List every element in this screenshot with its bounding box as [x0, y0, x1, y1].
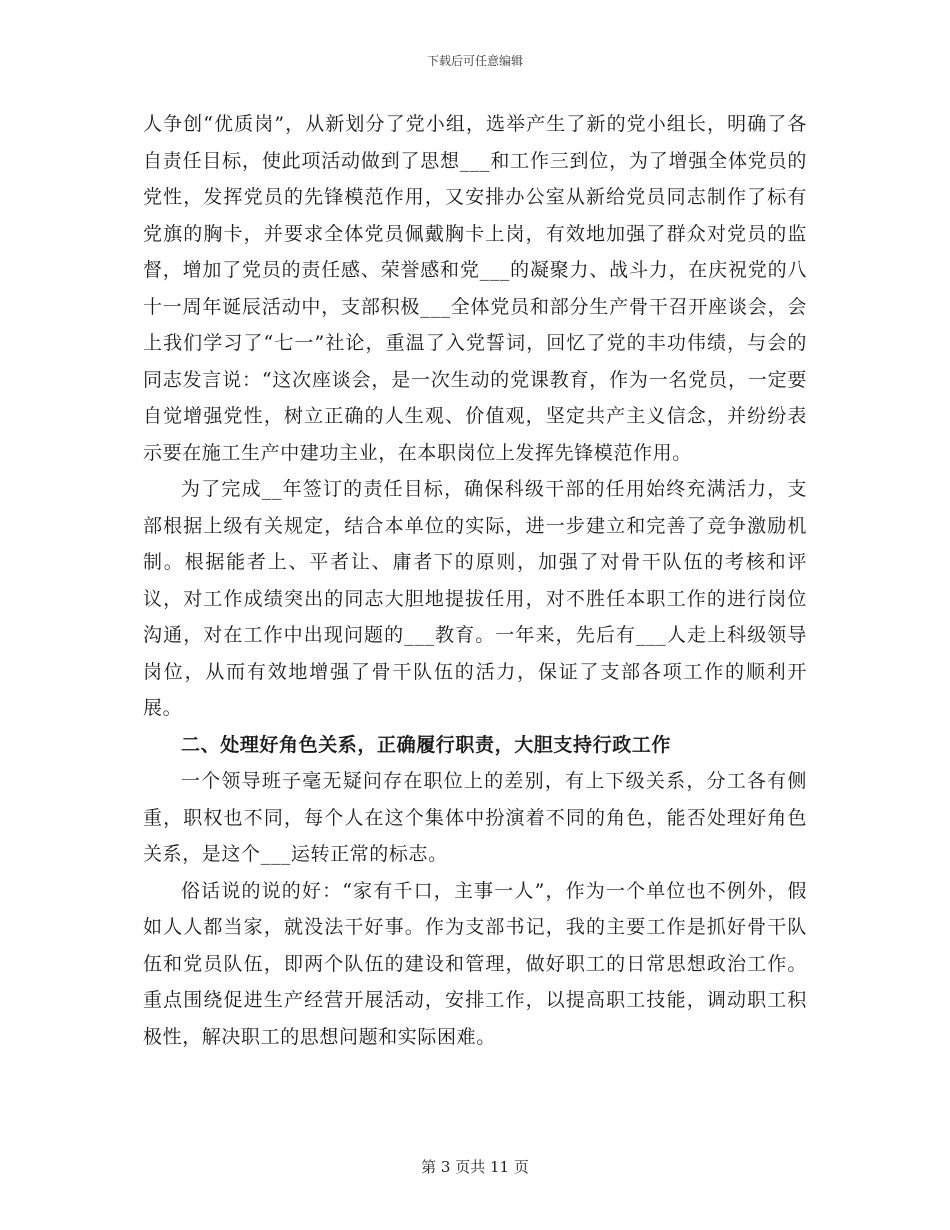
paragraph-secretary-duties: 俗话说的说的好：“家有千口，主事一人”，作为一个单位也不例外，假如人人都当家，就没法干好事。作为支部书记，我的主要工作是抓好骨干队伍和党员队伍，即两个队伍的建设和管理，做好职工的日常思想政治工作。重点围绕促进生产经营开展活动，安排工作，以提高职工技能，调动职工积极性，解决职工的思想问题和实际困难。	[143, 879, 807, 1048]
document-body	[143, 106, 807, 1055]
section-heading: 二、处理好角色关系，正确履行职责，大胆支持行政工作	[181, 733, 672, 756]
paragraph-role-relations: 一个领导班子毫无疑问存在职位上的差别，有上下级关系，分工各有侧重，职权也不同，每个人在这个集体中扮演着不同的角色，能否处理好角色关系，是这个___运转正常的标志。	[143, 770, 807, 865]
page-number-footer: 第 3 页共 11 页	[421, 1158, 529, 1176]
paragraph-continuation: 人争创“优质岗”，从新划分了党小组，选举产生了新的党小组长，明确了各自责任目标，使此项活动做到了思想___和工作三到位，为了增强全体党员的党性，发挥党员的先锋模范作用，又安排办公室从新给党员同志制作了标有党旗的胸卡，并要求全体党员佩戴胸卡上岗，有效地加强了群众对党员的监督，增加了党员的责任感、荣誉感和党___的凝聚力、战斗力，在庆祝党的八十一周年诞辰活动中，支部积极___全体党员和部分生产骨干召开座谈会，会上我们学习了“七一”社论，重温了入党誓词，回忆了党的丰功伟绩，与会的同志发言说：“这次座谈会，是一次生动的党课教育，作为一名党员，一定要自觉增强党性，树立正确的人生观、价值观，坚定共产主义信念，并纷纷表示要在施工生产中建功主业，在本职岗位上发挥先锋模范作用。	[143, 113, 807, 464]
page-header-note: 下载后可任意编辑	[426, 54, 523, 68]
paragraph-responsibility-targets: 为了完成__年签订的责任目标，确保科级干部的任用始终充满活力，支部根据上级有关规定，结合本单位的实际，进一步建立和完善了竞争激励机制。根据能者上、平者让、庸者下的原则，加强了对骨干队伍的考核和评议，对工作成绩突出的同志大胆地提拔任用，对不胜任本职工作的进行岗位沟通，对在工作中出现问题的___教育。一年来，先后有___人走上科级领导岗位，从而有效地增强了骨干队伍的活力，保证了支部各项工作的顺利开展。	[143, 478, 807, 719]
